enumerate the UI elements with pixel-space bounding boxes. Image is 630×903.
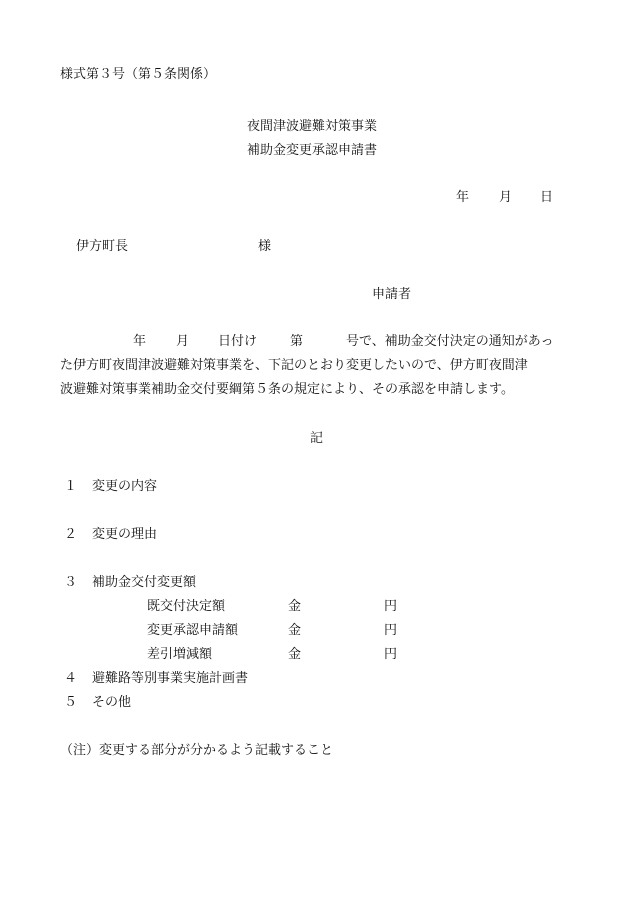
body-line-1-rest: 号で、補助金交付決定の通知があっ [346, 334, 554, 349]
item-number: １ [64, 479, 78, 494]
item-number: ５ [64, 695, 78, 710]
amount-yen: 円 [384, 599, 398, 614]
body-line-2: た伊方町夜間津波避難対策事業を、下記のとおり変更したいので、伊方町夜間津 [60, 358, 528, 373]
document-title-line2: 補助金変更承認申請書 [247, 143, 378, 158]
body-day: 日付け [218, 334, 258, 349]
body-month: 月 [176, 334, 190, 349]
item-number: ４ [64, 671, 78, 686]
amount-label: 差引増減額 [147, 647, 213, 662]
item-label: その他 [92, 695, 132, 710]
body-paragraph [60, 330, 580, 402]
amount-kin: 金 [288, 623, 302, 638]
applicant-label: 申請者 [372, 287, 412, 302]
ki-heading: 記 [310, 431, 324, 446]
item-number: ３ [64, 575, 78, 590]
date-month: 月 [499, 190, 513, 205]
addressee-honorific: 様 [258, 239, 272, 254]
date-year: 年 [456, 190, 470, 205]
item-label: 変更の理由 [92, 527, 158, 542]
amount-kin: 金 [288, 647, 302, 662]
amount-yen: 円 [384, 647, 398, 662]
amount-label: 既交付決定額 [147, 599, 226, 614]
date-day: 日 [540, 190, 554, 205]
note: （注）変更する部分が分かるよう記載すること [60, 743, 334, 758]
body-year: 年 [133, 334, 147, 349]
form-number: 様式第３号（第５条関係） [60, 67, 217, 82]
amount-yen: 円 [384, 623, 398, 638]
document-title-line1: 夜間津波避難対策事業 [247, 119, 378, 134]
item-label: 補助金交付変更額 [92, 575, 197, 590]
item-label: 変更の内容 [92, 479, 158, 494]
addressee-name: 伊方町長 [76, 239, 129, 254]
body-line-3: 波避難対策事業補助金交付要綱第５条の規定により、その承認を申請します。 [60, 382, 514, 397]
amount-kin: 金 [288, 599, 302, 614]
body-number-prefix: 第 [290, 334, 304, 349]
body-line-1 [60, 330, 580, 354]
item-label: 避難路等別事業実施計画書 [92, 671, 249, 686]
item-number: ２ [64, 527, 78, 542]
amount-label: 変更承認申請額 [147, 623, 239, 638]
